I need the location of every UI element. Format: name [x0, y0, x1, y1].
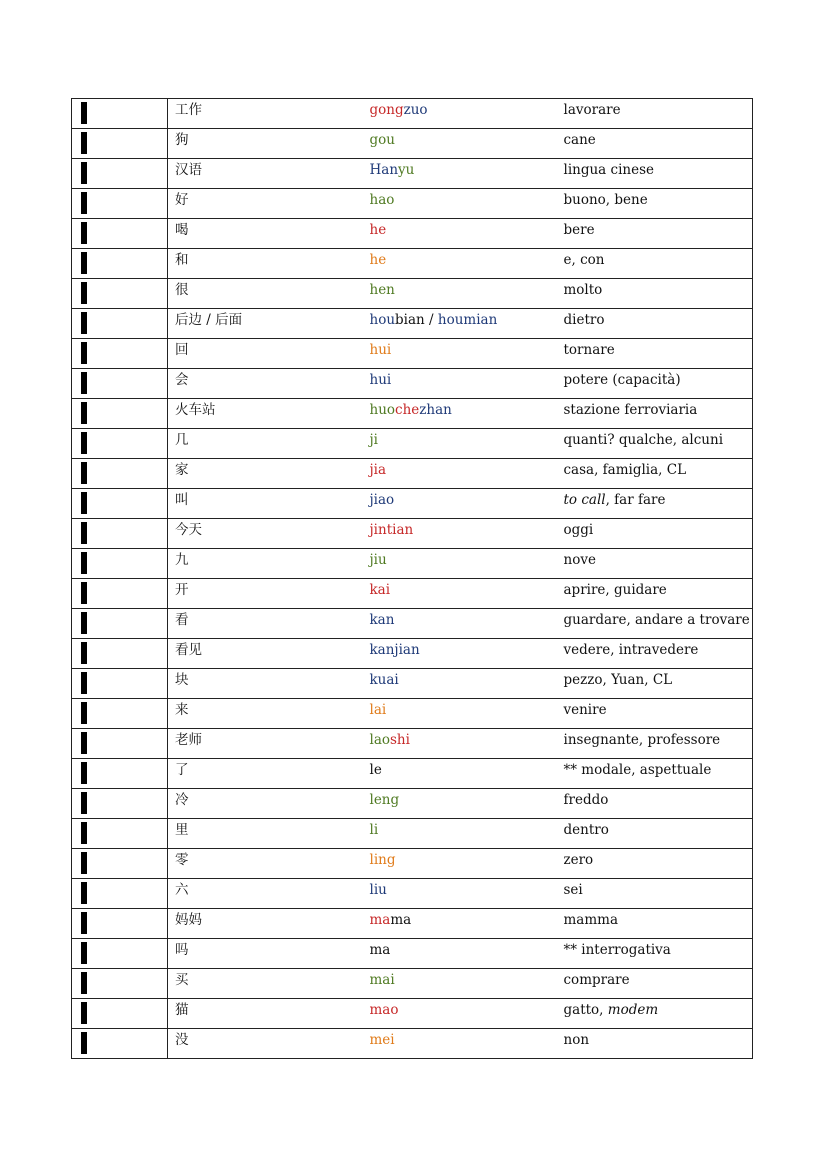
- table-row: [72, 879, 753, 909]
- table-row: [72, 129, 753, 159]
- meaning-text: casa, famiglia, CL: [563, 462, 687, 478]
- row-marker-cell: [72, 609, 168, 639]
- pinyin-cell: [363, 249, 557, 279]
- table-row: [72, 999, 753, 1029]
- table-row: [72, 159, 753, 189]
- hanzi-cell: 买: [168, 969, 363, 999]
- row-marker-cell: [72, 339, 168, 369]
- meaning-cell: [557, 669, 753, 699]
- hanzi-cell: 狗: [168, 129, 363, 159]
- meaning-text: , far fare: [605, 492, 666, 508]
- row-marker-cell: [72, 819, 168, 849]
- meaning-cell: [557, 99, 753, 129]
- pinyin-syllable: jia: [369, 462, 387, 478]
- row-marker-bar: [81, 612, 87, 634]
- pinyin-syllable: hao: [369, 192, 395, 208]
- pinyin-cell: [363, 999, 557, 1029]
- row-marker-cell: [72, 369, 168, 399]
- row-marker-bar: [81, 792, 87, 814]
- meaning-cell: [557, 1029, 753, 1059]
- pinyin-syllable: jiao: [369, 492, 395, 508]
- hanzi-cell: 后边 / 后面: [168, 309, 363, 339]
- row-marker-cell: [72, 909, 168, 939]
- meaning-cell: [557, 249, 753, 279]
- meaning-text: lavorare: [563, 102, 621, 118]
- row-marker-cell: [72, 129, 168, 159]
- meaning-text: potere (capacità): [563, 372, 681, 388]
- pinyin-syllable: kan: [369, 612, 395, 628]
- meaning-text: to call: [563, 492, 606, 508]
- pinyin-syllable: kai: [369, 582, 391, 598]
- hanzi-cell: 吗: [168, 939, 363, 969]
- meaning-cell: [557, 489, 753, 519]
- row-marker-cell: [72, 519, 168, 549]
- meaning-cell: [557, 879, 753, 909]
- meaning-text: zero: [563, 852, 594, 868]
- meaning-text: nove: [563, 552, 596, 568]
- pinyin-syllable: ma: [369, 942, 391, 958]
- pinyin-syllable: lai: [369, 702, 387, 718]
- hanzi-cell: 没: [168, 1029, 363, 1059]
- pinyin-syllable: bian /: [395, 312, 438, 328]
- pinyin-cell: [363, 1029, 557, 1059]
- meaning-text: lingua cinese: [563, 162, 654, 178]
- row-marker-cell: [72, 189, 168, 219]
- row-marker-bar: [81, 402, 87, 424]
- hanzi-cell: 喝: [168, 219, 363, 249]
- hanzi-cell: 家: [168, 459, 363, 489]
- meaning-text: dietro: [563, 312, 605, 328]
- row-marker-bar: [81, 372, 87, 394]
- table-row: [72, 309, 753, 339]
- row-marker-bar: [81, 162, 87, 184]
- row-marker-cell: [72, 639, 168, 669]
- hanzi-cell: 今天: [168, 519, 363, 549]
- row-marker-bar: [81, 972, 87, 994]
- pinyin-syllable: kuai: [369, 672, 399, 688]
- meaning-text: venire: [563, 702, 607, 718]
- hanzi-cell: 会: [168, 369, 363, 399]
- table-row: [72, 189, 753, 219]
- meaning-cell: [557, 279, 753, 309]
- pinyin-cell: [363, 189, 557, 219]
- pinyin-cell: [363, 369, 557, 399]
- meaning-text: mamma: [563, 912, 619, 928]
- table-row: [72, 369, 753, 399]
- row-marker-bar: [81, 282, 87, 304]
- meaning-cell: [557, 219, 753, 249]
- pinyin-syllable: hou: [369, 312, 396, 328]
- hanzi-cell: 开: [168, 579, 363, 609]
- meaning-text: freddo: [563, 792, 609, 808]
- row-marker-bar: [81, 522, 87, 544]
- pinyin-cell: [363, 759, 557, 789]
- pinyin-syllable: li: [369, 822, 379, 838]
- hanzi-cell: 妈妈: [168, 909, 363, 939]
- meaning-cell: [557, 729, 753, 759]
- meaning-cell: [557, 639, 753, 669]
- row-marker-cell: [72, 579, 168, 609]
- pinyin-syllable: Han: [369, 162, 399, 178]
- row-marker-bar: [81, 102, 87, 124]
- hanzi-cell: 冷: [168, 789, 363, 819]
- hanzi-cell: 猫: [168, 999, 363, 1029]
- meaning-cell: [557, 459, 753, 489]
- pinyin-syllable: che: [395, 402, 420, 418]
- meaning-text: pezzo, Yuan, CL: [563, 672, 673, 688]
- row-marker-bar: [81, 582, 87, 604]
- table-row: [72, 939, 753, 969]
- meaning-text: aprire, guidare: [563, 582, 667, 598]
- pinyin-cell: [363, 879, 557, 909]
- pinyin-cell: [363, 819, 557, 849]
- meaning-text: oggi: [563, 522, 594, 538]
- row-marker-bar: [81, 342, 87, 364]
- pinyin-syllable: mian: [463, 312, 498, 328]
- pinyin-cell: [363, 99, 557, 129]
- pinyin-cell: [363, 609, 557, 639]
- table-row: [72, 789, 753, 819]
- pinyin-syllable: le: [369, 762, 382, 778]
- meaning-cell: [557, 789, 753, 819]
- row-marker-bar: [81, 852, 87, 874]
- pinyin-syllable: kanjian: [369, 642, 420, 658]
- hanzi-cell: 看: [168, 609, 363, 639]
- pinyin-cell: [363, 399, 557, 429]
- meaning-text: sei: [563, 882, 583, 898]
- hanzi-cell: 回: [168, 339, 363, 369]
- row-marker-bar: [81, 1032, 87, 1054]
- meaning-cell: [557, 579, 753, 609]
- hanzi-cell: 几: [168, 429, 363, 459]
- pinyin-cell: [363, 639, 557, 669]
- meaning-text: modem: [607, 1002, 659, 1018]
- meaning-text: non: [563, 1032, 590, 1048]
- meaning-text: buono, bene: [563, 192, 648, 208]
- row-marker-bar: [81, 912, 87, 934]
- vocabulary-table: [71, 98, 753, 1059]
- hanzi-cell: 了: [168, 759, 363, 789]
- row-marker-cell: [72, 759, 168, 789]
- pinyin-cell: [363, 219, 557, 249]
- meaning-cell: [557, 819, 753, 849]
- vocabulary-table-body: [72, 99, 753, 1059]
- pinyin-syllable: leng: [369, 792, 400, 808]
- pinyin-syllable: hen: [369, 282, 395, 298]
- pinyin-syllable: jiu: [369, 552, 387, 568]
- pinyin-syllable: lao: [369, 732, 390, 748]
- row-marker-bar: [81, 132, 87, 154]
- pinyin-syllable: he: [369, 252, 387, 268]
- pinyin-syllable: hui: [369, 372, 392, 388]
- hanzi-cell: 里: [168, 819, 363, 849]
- pinyin-cell: [363, 519, 557, 549]
- row-marker-cell: [72, 159, 168, 189]
- meaning-text: dentro: [563, 822, 609, 838]
- row-marker-cell: [72, 789, 168, 819]
- row-marker-cell: [72, 999, 168, 1029]
- row-marker-bar: [81, 252, 87, 274]
- row-marker-cell: [72, 699, 168, 729]
- hanzi-cell: 九: [168, 549, 363, 579]
- pinyin-syllable: ling: [369, 852, 396, 868]
- row-marker-cell: [72, 489, 168, 519]
- row-marker-bar: [81, 642, 87, 664]
- meaning-cell: [557, 129, 753, 159]
- table-row: [72, 519, 753, 549]
- row-marker-bar: [81, 192, 87, 214]
- hanzi-cell: 和: [168, 249, 363, 279]
- hanzi-cell: 看见: [168, 639, 363, 669]
- row-marker-cell: [72, 429, 168, 459]
- row-marker-cell: [72, 1029, 168, 1059]
- row-marker-bar: [81, 552, 87, 574]
- pinyin-cell: [363, 669, 557, 699]
- meaning-text: e, con: [563, 252, 605, 268]
- pinyin-cell: [363, 789, 557, 819]
- row-marker-bar: [81, 732, 87, 754]
- row-marker-bar: [81, 462, 87, 484]
- pinyin-syllable: zhan: [419, 402, 452, 418]
- pinyin-cell: [363, 279, 557, 309]
- row-marker-cell: [72, 399, 168, 429]
- hanzi-cell: 火车站: [168, 399, 363, 429]
- meaning-cell: [557, 759, 753, 789]
- table-row: [72, 759, 753, 789]
- row-marker-cell: [72, 939, 168, 969]
- table-row: [72, 399, 753, 429]
- meaning-cell: [557, 159, 753, 189]
- pinyin-cell: [363, 699, 557, 729]
- meaning-text: insegnante, professore: [563, 732, 721, 748]
- pinyin-syllable: mei: [369, 1032, 395, 1048]
- meaning-text: ** modale, aspettuale: [563, 762, 712, 778]
- pinyin-syllable: jintian: [369, 522, 414, 538]
- row-marker-bar: [81, 762, 87, 784]
- row-marker-bar: [81, 942, 87, 964]
- pinyin-syllable: shi: [390, 732, 410, 748]
- meaning-cell: [557, 339, 753, 369]
- table-row: [72, 609, 753, 639]
- pinyin-cell: [363, 459, 557, 489]
- meaning-text: tornare: [563, 342, 615, 358]
- table-row: [72, 849, 753, 879]
- pinyin-cell: [363, 579, 557, 609]
- meaning-text: ** interrogativa: [563, 942, 671, 958]
- pinyin-cell: [363, 969, 557, 999]
- meaning-text: stazione ferroviaria: [563, 402, 698, 418]
- table-row: [72, 549, 753, 579]
- row-marker-bar: [81, 822, 87, 844]
- meaning-cell: [557, 549, 753, 579]
- meaning-cell: [557, 609, 753, 639]
- meaning-cell: [557, 699, 753, 729]
- row-marker-bar: [81, 312, 87, 334]
- meaning-text: molto: [563, 282, 603, 298]
- meaning-cell: [557, 369, 753, 399]
- hanzi-cell: 工作: [168, 99, 363, 129]
- table-row: [72, 489, 753, 519]
- pinyin-syllable: ma: [390, 912, 412, 928]
- pinyin-syllable: ma: [369, 912, 391, 928]
- hanzi-cell: 叫: [168, 489, 363, 519]
- hanzi-cell: 块: [168, 669, 363, 699]
- pinyin-cell: [363, 159, 557, 189]
- row-marker-cell: [72, 969, 168, 999]
- row-marker-cell: [72, 279, 168, 309]
- meaning-cell: [557, 909, 753, 939]
- table-row: [72, 339, 753, 369]
- row-marker-bar: [81, 432, 87, 454]
- pinyin-syllable: mao: [369, 1002, 399, 1018]
- pinyin-cell: [363, 549, 557, 579]
- meaning-cell: [557, 849, 753, 879]
- row-marker-bar: [81, 1002, 87, 1024]
- pinyin-cell: [363, 429, 557, 459]
- pinyin-cell: [363, 489, 557, 519]
- meaning-cell: [557, 309, 753, 339]
- row-marker-bar: [81, 702, 87, 724]
- pinyin-cell: [363, 939, 557, 969]
- pinyin-cell: [363, 309, 557, 339]
- row-marker-cell: [72, 219, 168, 249]
- pinyin-syllable: huo: [369, 402, 396, 418]
- meaning-cell: [557, 969, 753, 999]
- meaning-text: comprare: [563, 972, 630, 988]
- table-row: [72, 219, 753, 249]
- table-row: [72, 1029, 753, 1059]
- table-row: [72, 669, 753, 699]
- table-row: [72, 969, 753, 999]
- row-marker-bar: [81, 492, 87, 514]
- hanzi-cell: 好: [168, 189, 363, 219]
- pinyin-cell: [363, 339, 557, 369]
- hanzi-cell: 零: [168, 849, 363, 879]
- meaning-text: quanti? qualche, alcuni: [563, 432, 724, 448]
- pinyin-syllable: gong: [369, 102, 404, 118]
- table-row: [72, 699, 753, 729]
- meaning-cell: [557, 519, 753, 549]
- hanzi-cell: 来: [168, 699, 363, 729]
- meaning-cell: [557, 939, 753, 969]
- meaning-text: vedere, intravedere: [563, 642, 699, 658]
- table-row: [72, 279, 753, 309]
- row-marker-cell: [72, 99, 168, 129]
- row-marker-bar: [81, 882, 87, 904]
- pinyin-cell: [363, 909, 557, 939]
- row-marker-cell: [72, 459, 168, 489]
- meaning-cell: [557, 999, 753, 1029]
- pinyin-syllable: liu: [369, 882, 387, 898]
- pinyin-syllable: gou: [369, 132, 395, 148]
- pinyin-cell: [363, 129, 557, 159]
- hanzi-cell: 汉语: [168, 159, 363, 189]
- pinyin-syllable: hui: [369, 342, 392, 358]
- table-row: [72, 909, 753, 939]
- meaning-cell: [557, 399, 753, 429]
- hanzi-cell: 六: [168, 879, 363, 909]
- table-row: [72, 819, 753, 849]
- hanzi-cell: 很: [168, 279, 363, 309]
- row-marker-cell: [72, 849, 168, 879]
- row-marker-cell: [72, 249, 168, 279]
- pinyin-syllable: hou: [437, 312, 464, 328]
- row-marker-bar: [81, 222, 87, 244]
- pinyin-syllable: ji: [369, 432, 379, 448]
- table-row: [72, 639, 753, 669]
- meaning-text: cane: [563, 132, 596, 148]
- meaning-cell: [557, 189, 753, 219]
- row-marker-cell: [72, 669, 168, 699]
- row-marker-bar: [81, 672, 87, 694]
- pinyin-cell: [363, 729, 557, 759]
- pinyin-syllable: he: [369, 222, 387, 238]
- row-marker-cell: [72, 729, 168, 759]
- pinyin-syllable: yu: [398, 162, 415, 178]
- row-marker-cell: [72, 879, 168, 909]
- hanzi-cell: 老师: [168, 729, 363, 759]
- meaning-text: guardare, andare a trovare: [563, 612, 750, 628]
- meaning-text: bere: [563, 222, 595, 238]
- table-row: [72, 429, 753, 459]
- pinyin-cell: [363, 849, 557, 879]
- row-marker-cell: [72, 309, 168, 339]
- table-row: [72, 459, 753, 489]
- meaning-text: gatto,: [563, 1002, 608, 1018]
- table-row: [72, 729, 753, 759]
- table-row: [72, 99, 753, 129]
- pinyin-syllable: mai: [369, 972, 395, 988]
- row-marker-cell: [72, 549, 168, 579]
- table-row: [72, 249, 753, 279]
- pinyin-syllable: zuo: [403, 102, 428, 118]
- table-row: [72, 579, 753, 609]
- meaning-cell: [557, 429, 753, 459]
